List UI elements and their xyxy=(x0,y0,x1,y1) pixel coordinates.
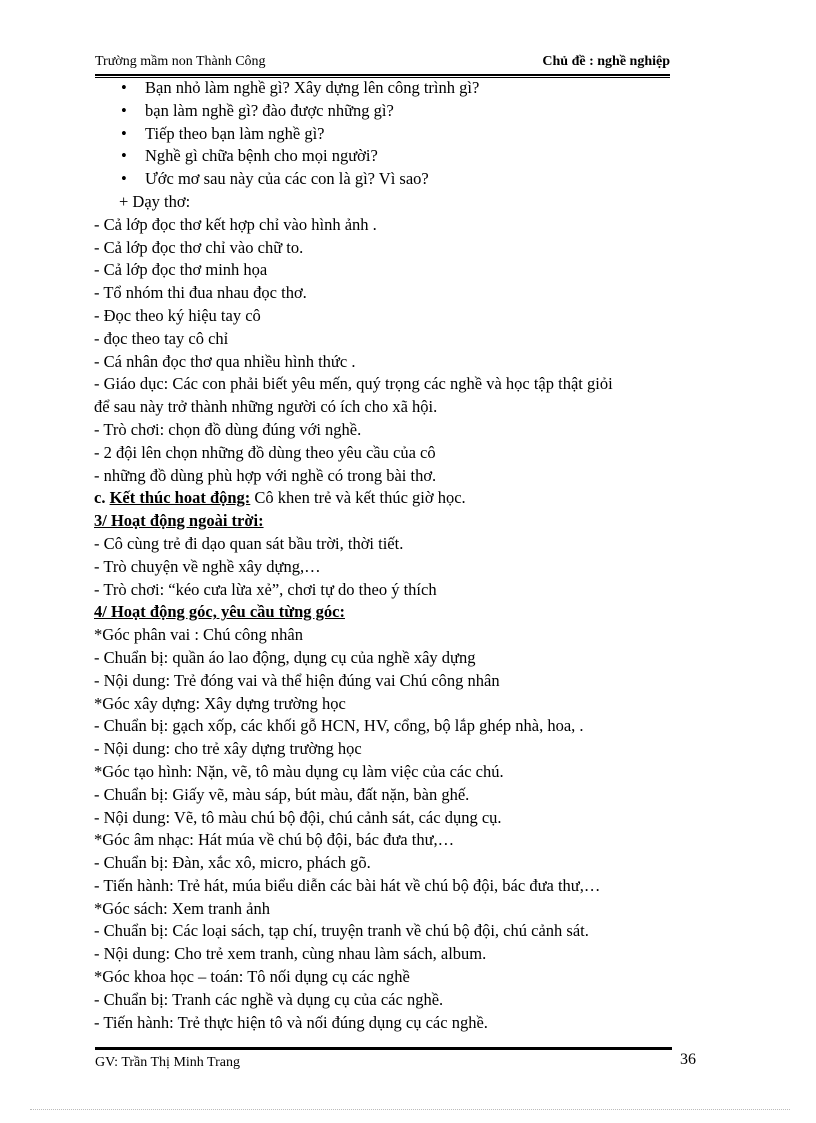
text-line: - Chuẩn bị: Giấy vẽ, màu sáp, bút màu, đất nặn, bàn ghế. xyxy=(94,784,470,804)
page-number: 36 xyxy=(680,1051,696,1068)
text-line: - những đồ dùng phù hợp với nghề có trong bài thơ. xyxy=(94,465,437,485)
poem-heading: + Dạy thơ: xyxy=(119,191,191,211)
section-c-text: Cô khen trẻ và kết thúc giờ học. xyxy=(250,488,466,508)
page-body xyxy=(94,77,684,1034)
text-line: - Giáo dục: Các con phải biết yêu mến, quý trọng các nghề và học tập thật giỏi xyxy=(94,374,613,394)
section-4-title: 4/ Hoạt động góc, yêu cầu từng góc: xyxy=(94,602,345,622)
text-line: *Góc phân vai : Chú công nhân xyxy=(94,625,303,645)
text-line: - Đọc theo ký hiệu tay cô xyxy=(94,305,261,325)
text-line: *Góc xây dựng: Xây dựng trường học xyxy=(94,693,346,713)
text-line: - Nội dung: Trẻ đóng vai và thể hiện đúng vai Chú công nhân xyxy=(94,670,500,690)
text-line: - 2 đội lên chọn những đồ dùng theo yêu cầu của cô xyxy=(94,442,436,462)
section-c-title: Kết thúc hoat động: xyxy=(109,488,251,508)
question-item: • Nghề gì chữa bệnh cho mọi người? xyxy=(94,145,684,168)
text-line: *Góc sách: Xem tranh ảnh xyxy=(94,898,270,918)
page-header xyxy=(95,52,670,76)
text-line: *Góc âm nhạc: Hát múa về chú bộ đội, bác đưa thư,… xyxy=(94,830,455,850)
text-line: - Nội dung: Cho trẻ xem tranh, cùng nhau làm sách, album. xyxy=(94,944,487,964)
question-item: • Ước mơ sau này của các con là gì? Vì sao? xyxy=(94,168,684,191)
question-item: • bạn làm nghề gì? đào được những gì? xyxy=(94,100,684,123)
text-line: - Chuẩn bị: gạch xốp, các khối gỗ HCN, HV, cổng, bộ lắp ghép nhà, hoa, . xyxy=(94,716,584,736)
footer-rule xyxy=(95,1047,672,1050)
text-line: - Tổ nhóm thi đua nhau đọc thơ. xyxy=(94,283,307,303)
header-topic: Chủ đề : nghề nghiệp xyxy=(542,54,670,69)
question-item: • Tiếp theo bạn làm nghề gì? xyxy=(94,123,684,146)
footer-author: GV: Trần Thị Minh Trang xyxy=(95,1055,240,1070)
text-line: - Chuẩn bị: quần áo lao động, dụng cụ của nghề xây dựng xyxy=(94,647,476,667)
text-line: *Góc tạo hình: Nặn, vẽ, tô màu dụng cụ làm việc của các chú. xyxy=(94,761,504,781)
text-line: - Nội dung: Vẽ, tô màu chú bộ đội, chú cảnh sát, các dụng cụ. xyxy=(94,807,502,827)
text-line: - Cả lớp đọc thơ chỉ vào chữ to. xyxy=(94,237,304,257)
text-line: - Cô cùng trẻ đi dạo quan sát bầu trời, thời tiết. xyxy=(94,533,404,553)
text-line: - Trò chơi: chọn đồ dùng đúng với nghề. xyxy=(94,419,362,439)
text-line: - Cá nhân đọc thơ qua nhiều hình thức . xyxy=(94,351,356,371)
text-line: - Chuẩn bị: Các loại sách, tạp chí, truyện tranh về chú bộ đội, chú cảnh sát. xyxy=(94,921,589,941)
text-line: *Góc khoa học – toán: Tô nối dụng cụ các nghề xyxy=(94,967,410,987)
text-line: - Chuẩn bị: Đàn, xắc xô, micro, phách gõ. xyxy=(94,853,371,873)
text-line: - Tiến hành: Trẻ hát, múa biểu diễn các bài hát về chú bộ đội, bác đưa thư,… xyxy=(94,875,601,895)
section-c xyxy=(94,487,684,510)
header-rule xyxy=(95,74,670,76)
section-c-prefix: c. xyxy=(94,488,110,508)
text-line: - Tiến hành: Trẻ thực hiện tô và nối đúng dụng cụ các nghề. xyxy=(94,1012,488,1032)
text-line: - Chuẩn bị: Tranh các nghề và dụng cụ của các nghề. xyxy=(94,989,444,1009)
text-line: để sau này trở thành những người có ích cho xã hội. xyxy=(94,397,438,417)
text-line: - đọc theo tay cô chỉ xyxy=(94,328,229,348)
section-3-title: 3/ Hoạt động ngoài trời: xyxy=(94,511,264,531)
page-edge-divider xyxy=(30,1109,790,1110)
text-line: - Nội dung: cho trẻ xây dựng trường học xyxy=(94,739,362,759)
header-school: Trường mầm non Thành Công xyxy=(95,54,266,69)
text-line: - Trò chuyện về nghề xây dựng,… xyxy=(94,556,321,576)
text-line: - Cả lớp đọc thơ kết hợp chỉ vào hình ảnh . xyxy=(94,214,377,234)
text-line: - Cả lớp đọc thơ minh họa xyxy=(94,260,268,280)
text-line: - Trò chơi: “kéo cưa lừa xẻ”, chơi tự do theo ý thích xyxy=(94,579,437,599)
question-item: • Bạn nhỏ làm nghề gì? Xây dựng lên công trình gì? xyxy=(94,77,684,100)
